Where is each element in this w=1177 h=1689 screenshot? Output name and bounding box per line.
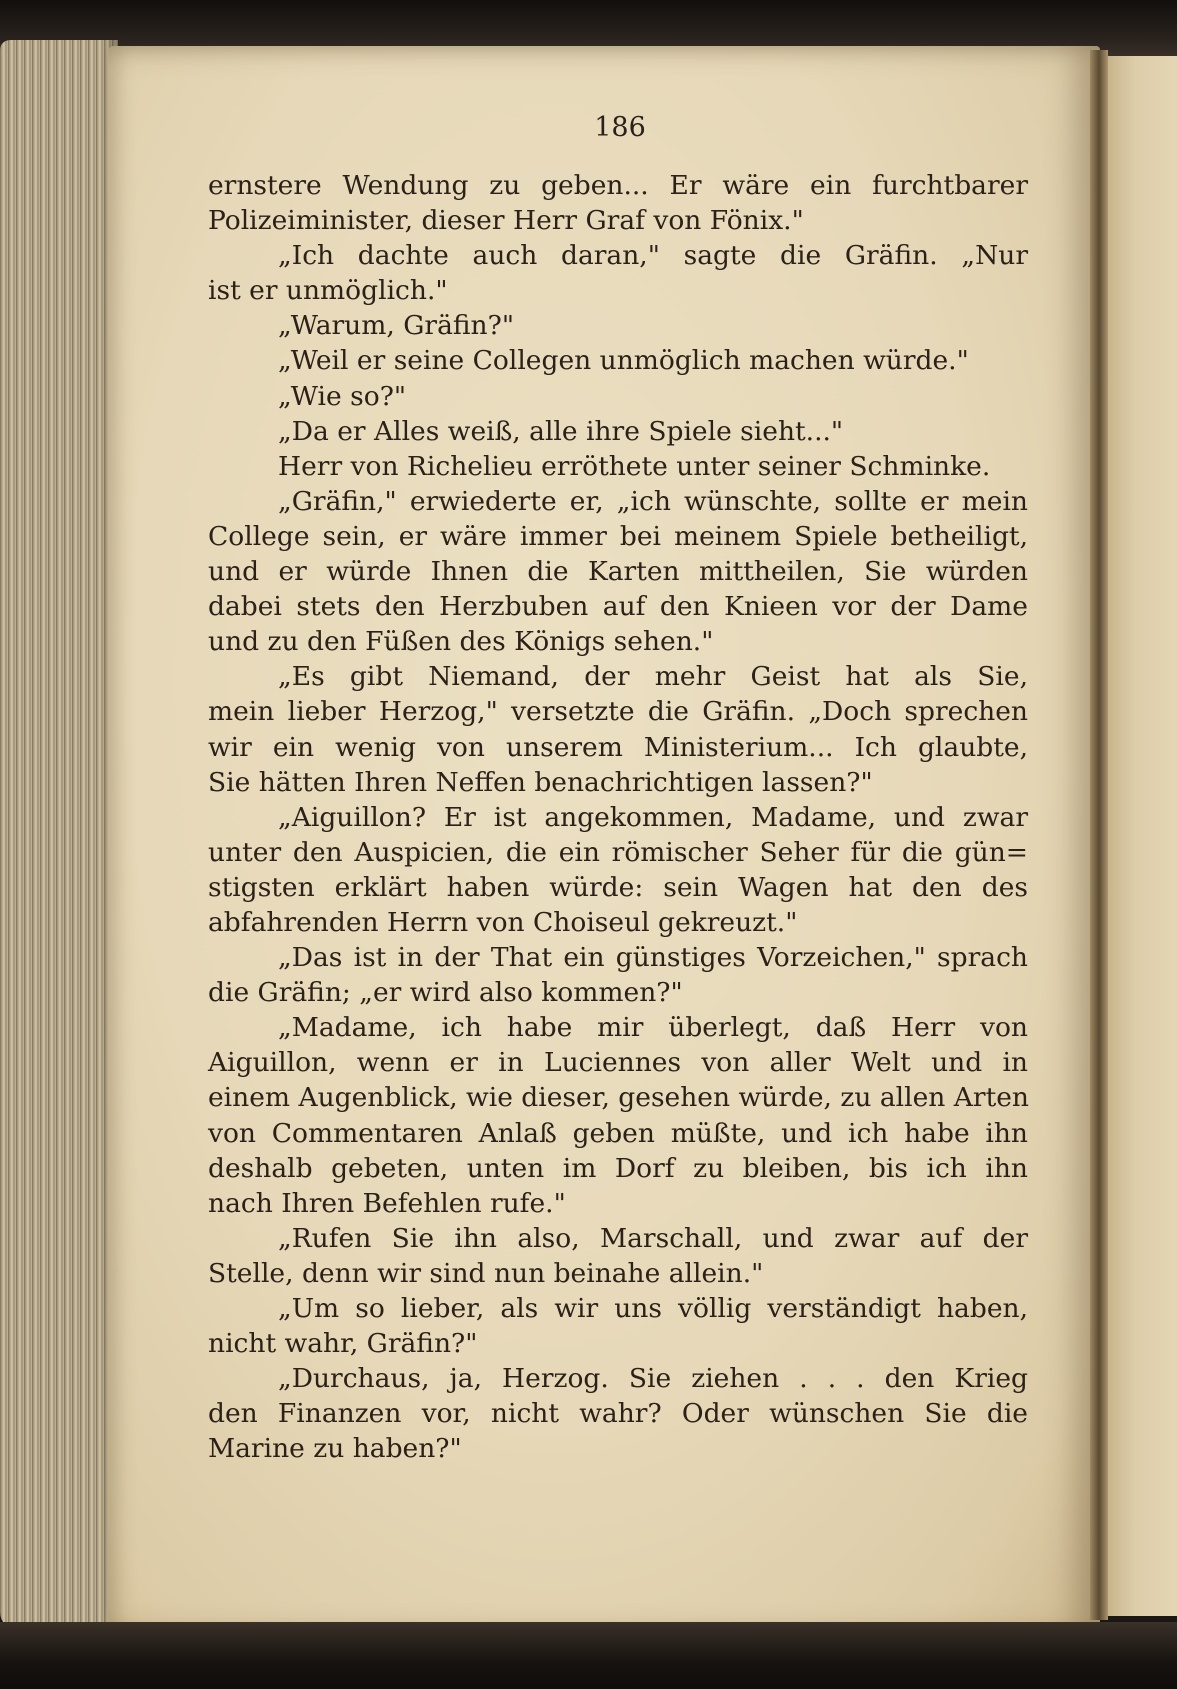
text-line: „Gräfin," erwiederte er, „ich wünschte, sollte er mein [278,485,1028,517]
text-line: einem Augenblick, wie dieser, gesehen würde, zu allen Arten [208,1082,1029,1114]
text-line: wir ein wenig von unserem Ministerium... Ich glaubte, [208,731,1028,763]
text-line: „Warum, Gräfin?" [278,310,515,342]
text-line: dabei stets den Herzbuben auf den Knieen vor der Dame [208,591,1028,623]
text-line: „Es gibt Niemand, der mehr Geist hat als Sie, [278,661,1028,693]
text-line: Sie hätten Ihren Neffen benachrichtigen lassen?" [208,766,873,798]
text-line: ernstere Wendung zu geben... Er wäre ein furchtbarer [208,170,1028,201]
text-line: „Da er Alles weiß, alle ihre Spiele sieht..." [278,415,844,447]
text-line: „Ich dachte auch daran," sagte die Gräfin. „Nur [278,240,1028,272]
facing-page-edge [1108,56,1177,1616]
text-line: Marine zu haben?" [208,1433,462,1465]
text-line: ist er unmöglich." [208,275,448,307]
text-line: und zu den Füßen des Königs sehen." [208,626,714,658]
text-line: „Wie so?" [278,380,407,412]
text-line: „Das ist in der That ein günstiges Vorzeichen," sprach [278,942,1028,974]
page-number: 186 [594,112,646,143]
text-line: Aiguillon, wenn er in Luciennes von aller Welt und in [208,1047,1028,1079]
text-line: Herr von Richelieu erröthete unter seiner Schminke. [278,450,991,482]
text-line: und er würde Ihnen die Karten mittheilen, Sie würden [208,556,1028,588]
text-line: stigsten erklärt haben würde: sein Wagen hat den des [208,871,1028,903]
text-line: die Gräfin; „er wird also kommen?" [208,977,683,1009]
text-line: mein lieber Herzog," versetzte die Gräfin. „Doch sprechen [208,696,1028,728]
text-line: College sein, er wäre immer bei meinem Spiele betheiligt, [208,520,1028,552]
text-line: abfahrenden Herrn von Choiseul gekreuzt." [208,906,798,938]
text-line: nach Ihren Befehlen rufe." [208,1187,566,1219]
text-line: „Um so lieber, als wir uns völlig verständigt haben, [278,1293,1028,1324]
book-gutter [1090,50,1108,1620]
text-line: „Durchaus, ja, Herzog. Sie ziehen . . . den Krieg [278,1363,1028,1395]
text-line: „Weil er seine Collegen unmöglich machen würde." [278,345,969,377]
text-line: „Aiguillon? Er ist angekommen, Madame, und zwar [278,801,1028,833]
body-text [208,168,1028,1466]
text-line: „Rufen Sie ihn also, Marschall, und zwar auf der [278,1222,1028,1254]
text-line: von Commentaren Anlaß geben müßte, und ich habe ihn [208,1117,1028,1149]
text-line: Polizeiminister, dieser Herr Graf von Fönix." [208,205,804,237]
binding-shadow-bottom [0,1622,1177,1689]
page-edges-stack [0,40,118,1630]
text-line: den Finanzen vor, nicht wahr? Oder wünschen Sie die [208,1398,1028,1430]
text-line: nicht wahr, Gräfin?" [208,1328,478,1360]
text-line: „Madame, ich habe mir überlegt, daß Herr von [278,1012,1028,1044]
text-line: deshalb gebeten, unten im Dorf zu bleiben, bis ich ihn [208,1152,1028,1184]
text-line: Stelle, denn wir sind nun beinahe allein." [208,1257,764,1289]
text-line: unter den Auspicien, die ein römischer Seher für die gün= [208,836,1028,868]
